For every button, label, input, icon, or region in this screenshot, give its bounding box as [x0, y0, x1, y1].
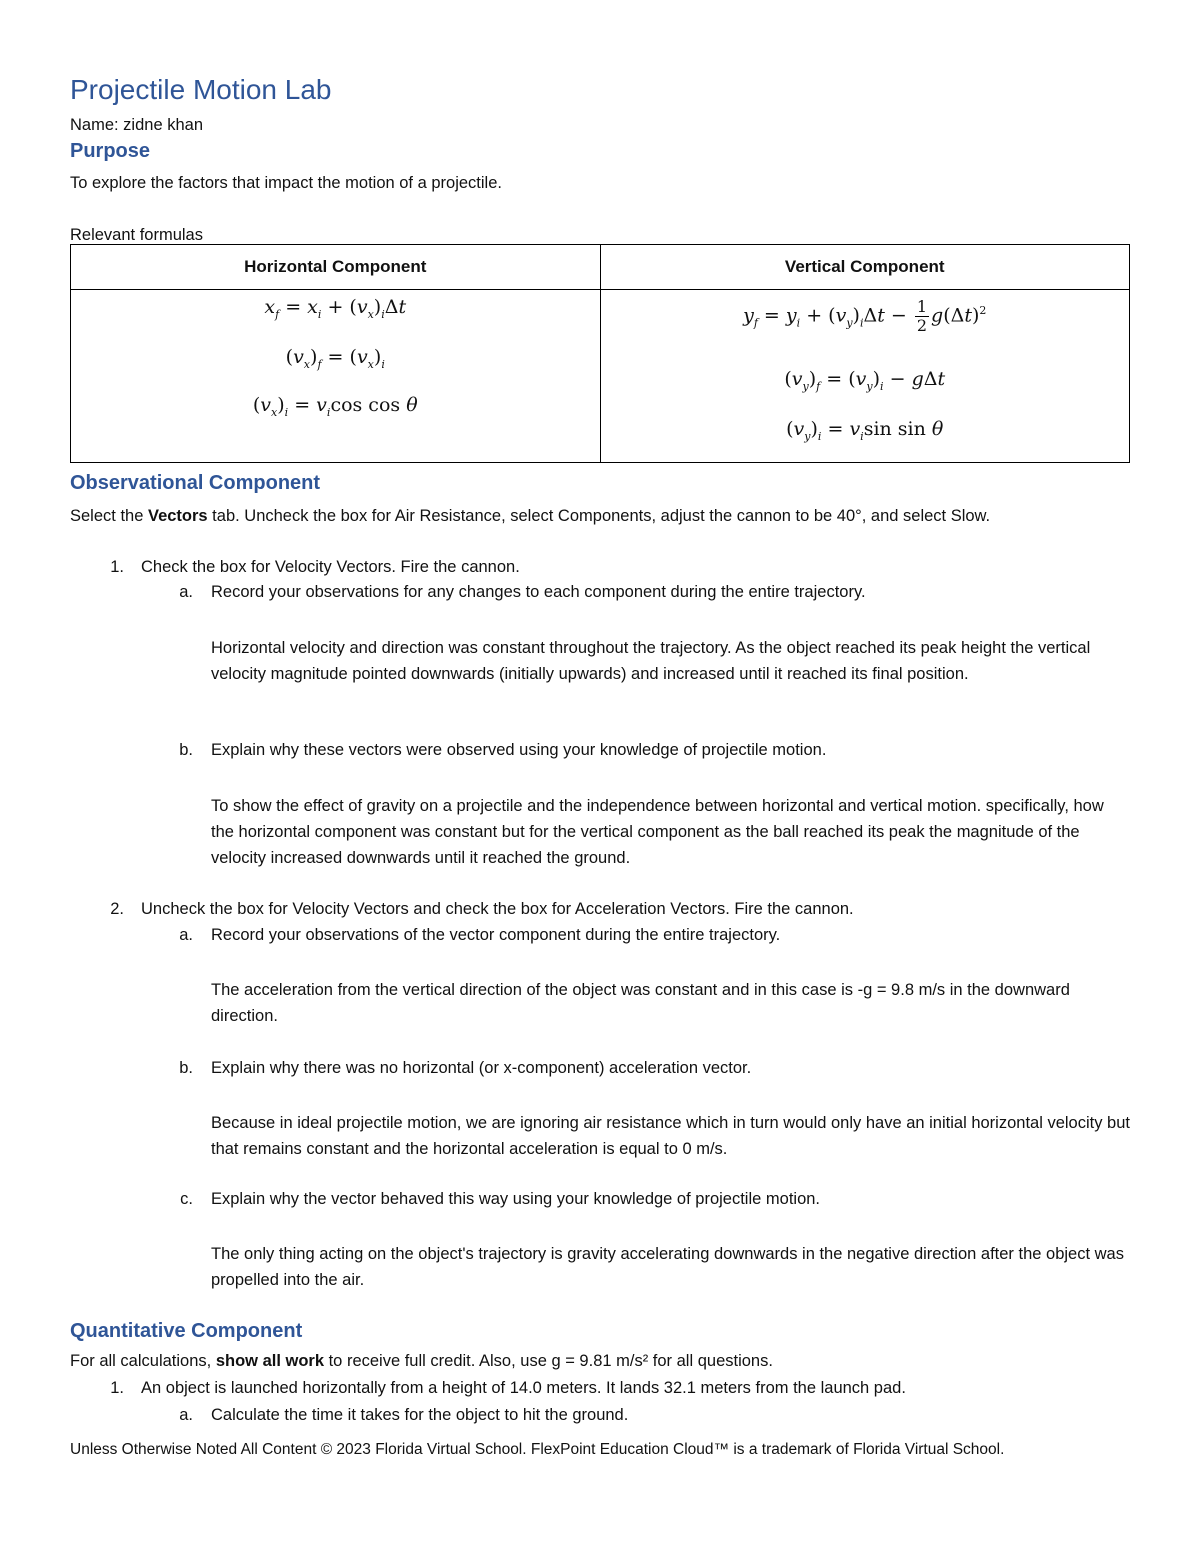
- obs-q1a-text: Record your observations for any changes to each component during the entire trajectory.: [211, 583, 866, 601]
- obs-q2c-label: c.: [180, 1190, 193, 1208]
- obs-q2-number: 2.: [110, 900, 124, 918]
- obs-q1-number: 1.: [110, 558, 124, 576]
- obs-q1b-text: Explain why these vectors were observed using your knowledge of projectile motion.: [211, 741, 827, 759]
- show-all-work-emphasis: show all work: [215, 1352, 325, 1370]
- obs-q1b-answer: To show the effect of gravity on a projectile and the independence between horizontal and vertical motion. specifically, how the horizontal component was constant but for the vertical component as the ball reached its peak the magnitude of the velocity increased downwards until it reached the ground.: [211, 797, 1104, 867]
- obs-q2b-answer: Because in ideal projectile motion, we are ignoring air resistance which in turn would only have an initial horizontal velocity but that remains constant and the horizontal acceleration is equal to 0 m/s.: [211, 1114, 1130, 1158]
- formulas-label: Relevant formulas: [70, 226, 203, 244]
- horizontal-position-equation: $x_f = x_i + (v_x)_i\Delta t$: [264, 296, 407, 321]
- vertical-formulas-cell: [600, 290, 1130, 463]
- obs-q2a-label: a.: [179, 926, 193, 944]
- vectors-tab-name: Vectors: [147, 507, 208, 525]
- horizontal-formulas-cell: [71, 290, 601, 463]
- obs-q2b-label: b.: [179, 1059, 193, 1077]
- quant-q1a-label: a.: [179, 1406, 193, 1424]
- quantitative-heading: Quantitative Component: [70, 1320, 303, 1342]
- purpose-heading: Purpose: [70, 140, 151, 162]
- obs-q1a-label: a.: [179, 583, 193, 601]
- obs-q2-text: Uncheck the box for Velocity Vectors and check the box for Acceleration Vectors. Fire the cannon.: [141, 900, 854, 918]
- quantitative-intro: For all calculations, show all work to receive full credit. Also, use g = 9.81 m/s² for all questions.: [70, 1352, 773, 1370]
- horizontal-velocity-equation: $(v_x)_f = (v_x)_i$: [285, 346, 385, 371]
- observational-intro: Select the Vectors tab. Uncheck the box for Air Resistance, select Components, adjust the cannon to be 40°, and select Slow.: [70, 507, 991, 525]
- obs-q1a-answer: Horizontal velocity and direction was constant throughout the trajectory. As the object reached its peak height the vertical velocity magnitude pointed downwards (initially upwards) and increased until it reached its final position.: [211, 639, 1091, 683]
- horizontal-header: Horizontal Component: [71, 245, 601, 290]
- obs-q1-text: Check the box for Velocity Vectors. Fire the cannon.: [141, 558, 520, 576]
- obs-q2c-text: Explain why the vector behaved this way using your knowledge of projectile motion.: [211, 1190, 821, 1208]
- quant-q1a-text: Calculate the time it takes for the object to hit the ground.: [211, 1406, 629, 1424]
- obs-q2a-text: Record your observations of the vector component during the entire trajectory.: [211, 926, 781, 944]
- purpose-text: To explore the factors that impact the motion of a projectile.: [70, 174, 502, 192]
- obs-q2a-answer: The acceleration from the vertical direction of the object was constant and in this case is -g = 9.8 m/s in the downward direction.: [211, 981, 1070, 1025]
- quant-q1-number: 1.: [110, 1379, 124, 1397]
- obs-q1b-label: b.: [179, 741, 193, 759]
- obs-q2b-text: Explain why there was no horizontal (or x-component) acceleration vector.: [211, 1059, 752, 1077]
- vertical-initial-velocity-equation: $(v_y)_i = v_i\sin$ sin θ: [786, 418, 944, 443]
- formulas-table: [70, 244, 1130, 463]
- vertical-header: Vertical Component: [600, 245, 1130, 290]
- quant-q1-text: An object is launched horizontally from a height of 14.0 meters. It lands 32.1 meters from the launch pad.: [141, 1379, 906, 1397]
- horizontal-initial-velocity-equation: $(v_x)_i = v_i\cos$ cos θ: [252, 394, 418, 419]
- page-title: Projectile Motion Lab: [70, 74, 332, 105]
- page-footer: Unless Otherwise Noted All Content © 2023 Florida Virtual School. FlexPoint Education Cloud™ is a trademark of Florida Virtual School.: [70, 1441, 1005, 1458]
- vertical-position-equation: $y_f = y_i + (v_y)_i\Delta t$ − $\frac{1}{2}$ $g(\Delta t)^2$: [743, 297, 987, 335]
- vertical-velocity-equation: $(v_y)_f = (v_y)_i - g\Delta t$: [784, 368, 946, 393]
- observational-heading: Observational Component: [70, 472, 321, 494]
- name-line: Name: zidne khan: [70, 116, 203, 134]
- obs-q2c-answer: The only thing acting on the object's trajectory is gravity accelerating downwards in the negative direction after the object was propelled into the air.: [211, 1245, 1124, 1289]
